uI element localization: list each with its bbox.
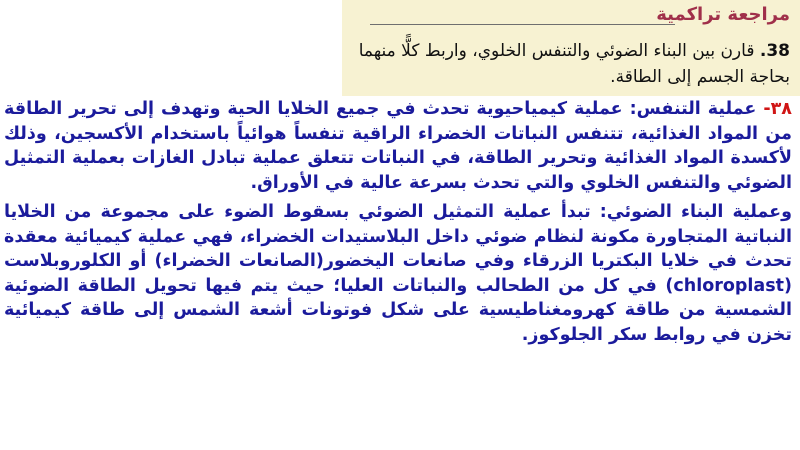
answer-paragraph-respiration — [4, 97, 792, 195]
question-number: 38. — [759, 41, 790, 61]
answer-paragraph-photosynthesis: وعملية البناء الضوئي: تبدأ عملية التمثيل الضوئي بسقوط الضوء على مجموعة من الخلايا النباتية المتجاورة مكونة لنظام ضوئي داخل البلاستيدات الخضراء، فهي عملية كيميائية معقدة تحدث في خلايا البكتريا الزرقاء وفي صانعات اليخضور(الصانعات الخضراء) أو الكلوروبلاست (chloroplast) في كل من الطحالب والنباتات العليا؛ حيث يتم فيها تحويل الطاقة الضوئية الشمسية من طاقة كهرومغناطيسية على شكل فوتونات أشعة الشمس إلى طاقة كيميائية تخزن في روابط سكر الجلوكوز. — [4, 202, 792, 345]
cumulative-review-box — [342, 0, 800, 96]
review-title: مراجعة تراكمية — [656, 4, 790, 25]
answer-number: ٣٨- — [763, 99, 792, 119]
respiration-text: عملية التنفس: عملية كيمياحيوية تحدث في جميع الخلايا الحية وتهدف إلى تحرير الطاقة من المواد الغذائية، تتنفس النباتات الخضراء الراقية تنفساً هوائياً باستخدام الأكسجين، وذلك لأكسدة المواد الغذائية وتحرير الطاقة، في النباتات تتعلق عملية تبادل الغازات بعملية التمثيل الضوئي والتنفس الخلوي والتي تحدث بسرعة عالية في الأوراق. — [4, 99, 792, 193]
review-question — [352, 38, 790, 90]
question-text: قارن بين البناء الضوئي والتنفس الخلوي، واربط كلًّا منهما بحاجة الجسم إلى الطاقة. — [358, 41, 790, 87]
title-divider — [370, 24, 675, 25]
answer-section — [0, 97, 800, 347]
